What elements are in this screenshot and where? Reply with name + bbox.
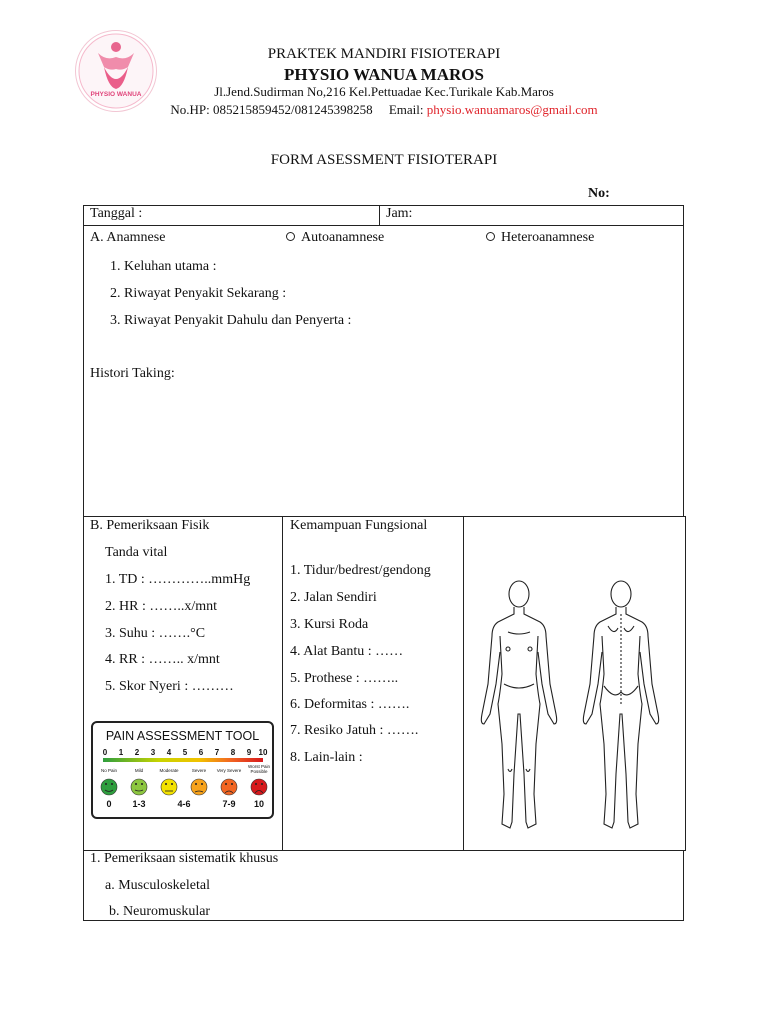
body-front-figure (481, 581, 556, 828)
heteroanamnese-option[interactable] (486, 230, 594, 246)
range-10: 10 (253, 799, 265, 809)
kf-item-4[interactable]: 4. Alat Bantu : …… (290, 644, 404, 659)
keluhan-utama[interactable]: 1. Keluhan utama : (110, 259, 217, 274)
anamnese-heading: A. Anamnese (90, 230, 166, 245)
form-number-label: No: (588, 186, 610, 201)
email-link[interactable]: physio.wanuamaros@gmail.com (426, 102, 598, 117)
pemeriksaan-heading: B. Pemeriksaan Fisik (90, 518, 210, 533)
col-divider-2 (463, 516, 464, 851)
face-severe-icon (191, 779, 207, 795)
autoanamnese-label: Autoanamnese (301, 230, 385, 245)
face-very-severe-icon (221, 779, 237, 795)
org-type: PRAKTEK MANDIRI FISIOTERAPI (267, 46, 501, 62)
kemampuan-heading: Kemampuan Fungsional (290, 518, 428, 533)
scale-2: 2 (134, 748, 140, 757)
radio-icon[interactable] (486, 232, 495, 241)
label-moderate: Moderate (159, 768, 179, 773)
rr-field[interactable]: 4. RR : …….. x/mnt (105, 652, 220, 667)
phone-text: No.HP: 085215859452/081245398258 (170, 102, 373, 117)
musculoskeletal-item[interactable]: a. Musculoskeletal (105, 878, 210, 893)
kf-item-2[interactable]: 2. Jalan Sendiri (290, 590, 377, 605)
face-mild-icon (131, 779, 147, 795)
hr-field[interactable]: 2. HR : ……..x/mnt (105, 599, 218, 614)
pain-tool-title: PAIN ASSESSMENT TOOL (105, 729, 260, 743)
label-mild: Mild (134, 768, 144, 773)
pain-gradient-bar (103, 758, 263, 762)
kf-item-6[interactable]: 6. Deformitas : ……. (290, 697, 410, 712)
logo-text: PHYSIO WANUA (90, 91, 142, 98)
tanggal-field[interactable]: Tanggal : (90, 206, 143, 221)
jam-field[interactable]: Jam: (386, 206, 413, 221)
kf-item-5[interactable]: 5. Prothese : …….. (290, 671, 399, 686)
body-back-figure (583, 581, 658, 828)
td-field[interactable]: 1. TD : …………..mmHg (105, 572, 251, 587)
body-chart-diagram[interactable] (468, 574, 682, 848)
scale-9: 9 (246, 748, 252, 757)
face-0-icon (101, 779, 117, 795)
radio-icon[interactable] (286, 232, 295, 241)
scale-3: 3 (150, 748, 156, 757)
scale-0: 0 (102, 748, 108, 757)
label-worst: Worst Pain (248, 764, 270, 769)
date-row (83, 205, 684, 226)
autoanamnese-option[interactable] (286, 230, 384, 246)
scale-4: 4 (166, 748, 172, 757)
skor-nyeri-field[interactable]: 5. Skor Nyeri : ……… (105, 679, 234, 694)
riwayat-dahulu[interactable]: 3. Riwayat Penyakit Dahulu dan Penyerta : (110, 313, 352, 328)
riwayat-sekarang[interactable]: 2. Riwayat Penyakit Sekarang : (110, 286, 287, 301)
histori-taking[interactable]: Histori Taking: (90, 366, 175, 381)
scale-8: 8 (230, 748, 236, 757)
range-7-9: 7-9 (222, 799, 236, 809)
scale-10: 10 (258, 748, 268, 757)
scale-1: 1 (118, 748, 124, 757)
heteroanamnese-label: Heteroanamnese (501, 230, 595, 245)
face-moderate-icon (161, 779, 177, 795)
range-0: 0 (106, 799, 112, 809)
label-possible: Possible (250, 769, 268, 774)
face-worst-icon (251, 779, 267, 795)
scale-5: 5 (182, 748, 188, 757)
pain-scale-graphic (99, 747, 270, 817)
org-address: Jl.Jend.Sudirman No,216 Kel.Pettuadae Kec.Turikale Kab.Maros (214, 84, 554, 99)
org-name: PHYSIO WANUA MAROS (284, 65, 484, 84)
pain-assessment-tool (91, 721, 274, 819)
neuromuskular-item[interactable]: b. Neuromuskular (109, 904, 211, 919)
org-contact (0, 102, 768, 118)
form-title: FORM ASESSMENT FISIOTERAPI (270, 152, 498, 168)
scale-7: 7 (214, 748, 220, 757)
kf-item-1[interactable]: 1. Tidur/bedrest/gendong (290, 563, 431, 578)
kf-item-3[interactable]: 3. Kursi Roda (290, 617, 369, 632)
scale-6: 6 (198, 748, 204, 757)
sistematik-heading: 1. Pemeriksaan sistematik khusus (90, 851, 279, 866)
email-label: Email: (388, 102, 427, 117)
col-divider-1 (282, 516, 283, 851)
tanda-vital-label: Tanda vital (105, 545, 168, 560)
suhu-field[interactable]: 3. Suhu : …….°C (105, 626, 206, 641)
range-4-6: 4-6 (177, 799, 191, 809)
label-no-pain: No Pain (100, 768, 118, 773)
date-divider (379, 205, 380, 226)
label-very-severe: Very Severe (216, 768, 242, 773)
kf-item-8[interactable]: 8. Lain-lain : (290, 750, 363, 765)
range-1-3: 1-3 (132, 799, 146, 809)
kf-item-7[interactable]: 7. Resiko Jatuh : ……. (290, 723, 419, 738)
label-severe: Severe (191, 768, 207, 773)
